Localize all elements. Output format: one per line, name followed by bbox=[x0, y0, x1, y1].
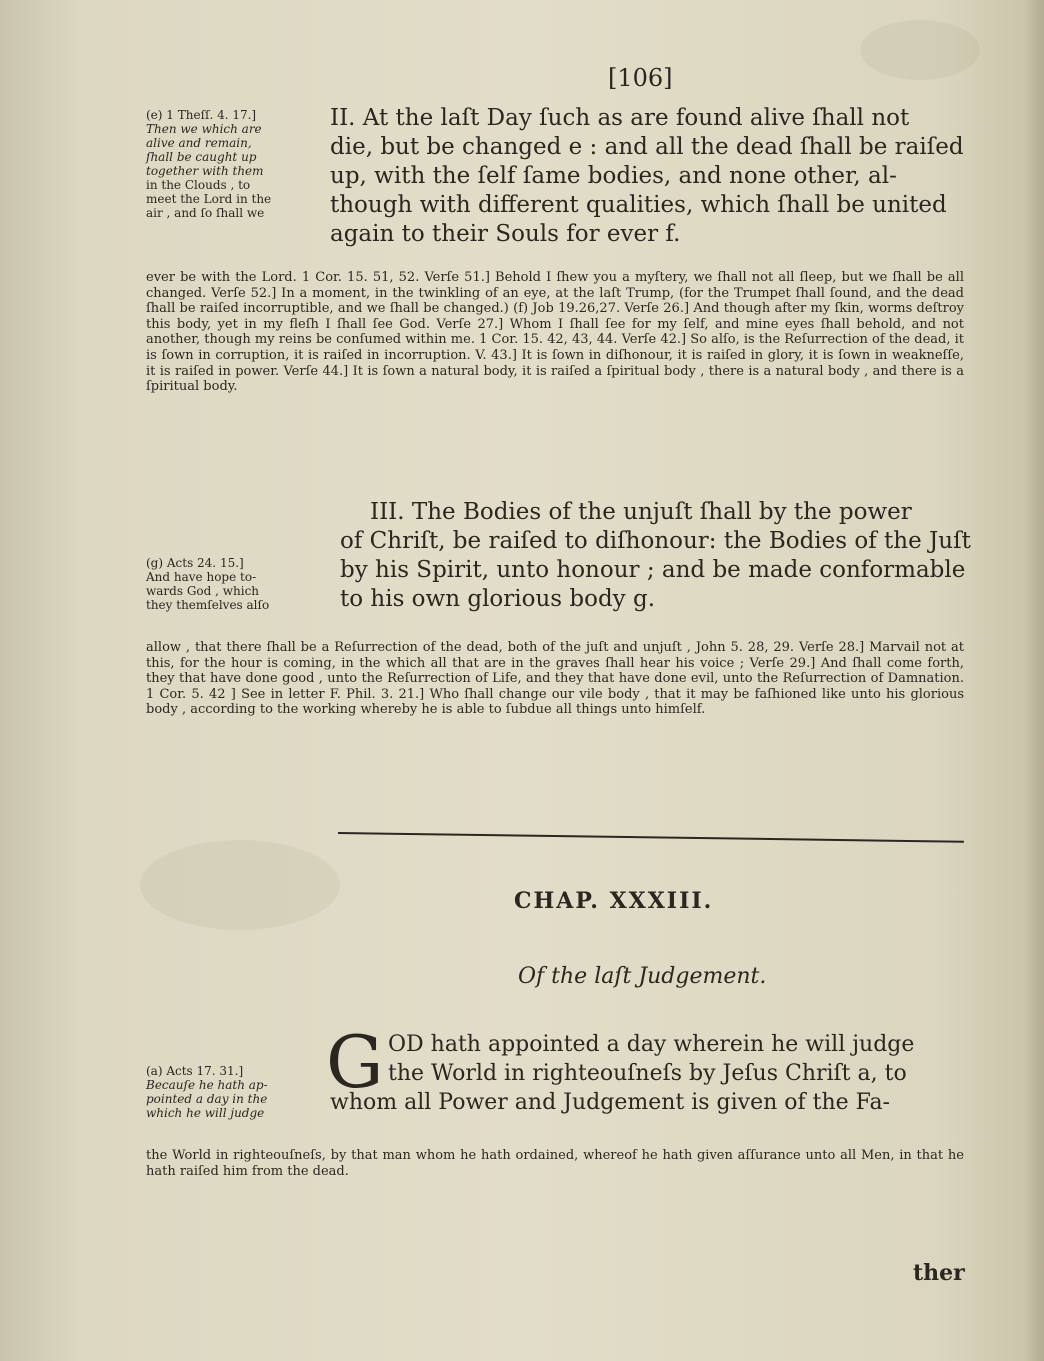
paper-stain bbox=[140, 840, 340, 930]
page-fold-shadow bbox=[1024, 0, 1044, 1361]
margin-note-a: (a) Acts 17. 31.] Becauſe he hath ap- pointed a day in the which he will judge bbox=[146, 1064, 268, 1120]
article-3-text: III. The Bodies of the unjuſt ſhall by the power of Chriſt, be raiſed to diſhonour: the Bodies of the Juſt by his Spirit, unto honour ; and be made conformable to his own glorious body g. bbox=[340, 499, 971, 612]
article-2-scripture-notes: ever be with the Lord. 1 Cor. 15. 51, 52. Verſe 51.] Behold I ſhew you a myſtery, we ſhall not all ſleep, but we ſhall be all changed. Verſe 52.] In a moment, in the twinkling of an eye, at the laſt Trump, (for the Trumpet ſhall ſound, and the dead ſhall be raiſed incorruptible, and we ſhall be changed.) (f) Job 19.26,27. Verſe 26.] And though after my ſkin, worms deſtroy this body, yet in my fleſh I ſhall ſee God. Verſe 27.] Whom I ſhall ſee for my ſelf, and mine eyes ſhall behold, and not another, though my reins be conſumed within me. 1 Cor. 15. 42, 43, 44. Verſe 42.] So alſo, is the Reſurrection of the dead, it is ſown in corruption, it is raiſed in incorruption. V. 43.] It is ſown in diſhonour, it is raiſed in glory, it is ſown in weakneſſe, it is raiſed in power. Verſe 44.] It is ſown a natural body, it is raiſed a ſpiritual body , there is a natural body , and there is a ſpiritual body. bbox=[146, 270, 964, 395]
catchword: ther bbox=[913, 1260, 965, 1286]
margin-note-g: (g) Acts 24. 15.] And have hope to- wards God , which they themſelves alſo bbox=[146, 556, 270, 612]
margin-note-e: (e) 1 Theſſ. 4. 17.] Then we which are alive and remain, ſhall be caught up together with them in the Clouds , to meet the Lord in the air , and ſo ſhall we bbox=[146, 108, 272, 220]
chapter-title: CHAP. XXXIII. bbox=[514, 888, 714, 914]
article-2-text: II. At the laſt Day ſuch as are found alive ſhall not die, but be changed e : and all the dead ſhall be raiſed up, with the ſelf ſame bodies, and none other, al- though with different qualities, which ſhall be united again to their Souls for ever f. bbox=[330, 105, 964, 247]
chapter-divider bbox=[338, 832, 964, 843]
drop-cap: G bbox=[326, 1020, 384, 1104]
article-3-scripture-notes: allow , that there ſhall be a Reſurrection of the dead, both of the juſt and unjuſt , John 5. 28, 29. Verſe 28.] Marvail not at this, for the hour is coming, in the which all that are in the graves ſhall hear his voice ; Verſe 29.] And ſhall come forth, they that have done good , unto the Reſurrection of Life, and they that have done evil, unto the Reſurrection of Damnation. 1 Cor. 5. 42 ] See in letter F. Phil. 3. 21.] Who ſhall change our vile body , that it may be faſhioned like unto his glorious body , according to the working whereby he is able to ſubdue all things unto himſelf. bbox=[146, 640, 964, 718]
chapter-scripture-notes: the World in righteouſneſs, by that man whom he hath ordained, whereof he hath given aſſurance unto all Men, in that he hath raiſed him from the dead. bbox=[146, 1148, 964, 1179]
paper-stain bbox=[860, 20, 980, 80]
chapter-subtitle: Of the laſt Judgement. bbox=[518, 964, 767, 989]
page-number: [106] bbox=[608, 64, 673, 92]
chapter-first-paragraph: OD hath appointed a day wherein he will judge the World in righteouſneſs by Jeſus Chriſt a, to whom all Power and Judgement is given of the Fa- bbox=[330, 1032, 915, 1115]
